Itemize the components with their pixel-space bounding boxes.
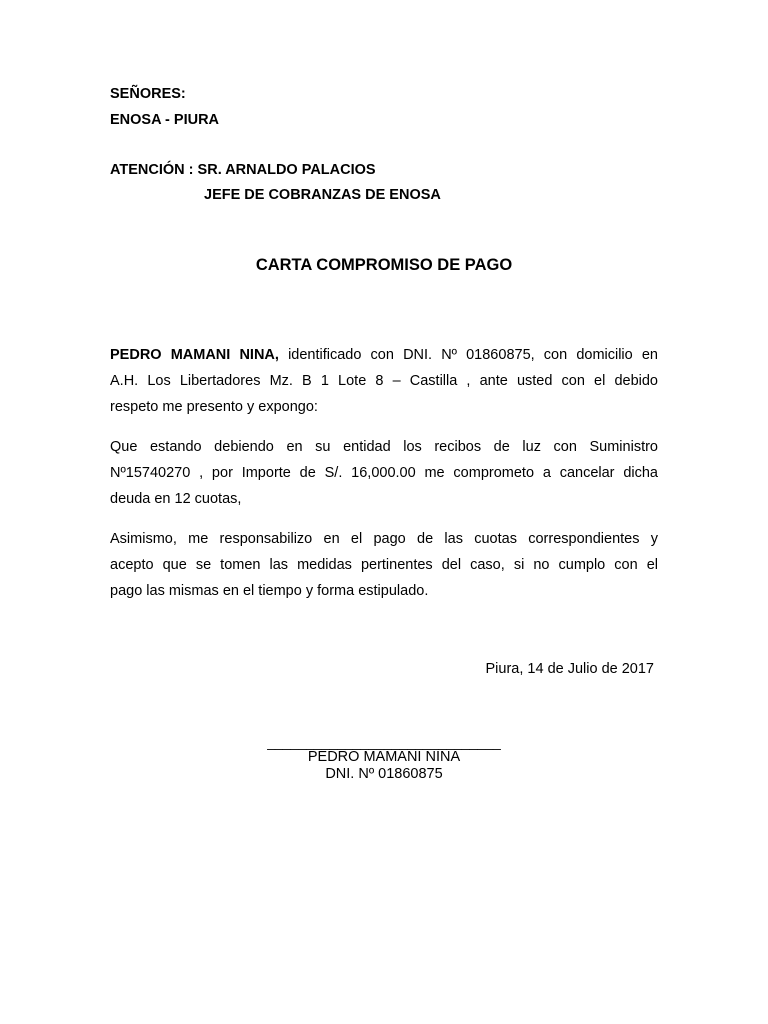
attention-role: JEFE DE COBRANZAS DE ENOSA: [204, 187, 441, 203]
signer-dni: DNI. Nº 01860875: [325, 766, 443, 782]
letter-title: CARTA COMPROMISO DE PAGO: [255, 256, 513, 274]
paragraph-1-line-1: PEDRO MAMANI NINA, identificado con DNI. Nº 01860875, con domicilio en: [110, 347, 658, 363]
paragraph-2: [110, 434, 658, 512]
attention-name: SR. ARNALDO PALACIOS: [197, 162, 376, 178]
paragraph-2-line-3: deuda en 12 cuotas,: [110, 491, 242, 507]
attention-label: ATENCIÓN :: [110, 162, 194, 178]
signature-line: ______________________________: [267, 734, 501, 750]
paragraph-3: [110, 526, 658, 604]
recipient-line-2: ENOSA - PIURA: [110, 112, 220, 128]
signer-name: PEDRO MAMANI NINA: [307, 749, 461, 765]
paragraph-2-line-2: Nº15740270 , por Importe de S/. 16,000.00 me comprometo a cancelar dicha: [110, 465, 658, 481]
attention-line: [110, 162, 376, 178]
paragraph-1-line-2: A.H. Los Libertadores Mz. B 1 Lote 8 – Castilla , ante usted con el debido: [110, 373, 658, 389]
place-date: Piura, 14 de Julio de 2017: [485, 661, 654, 677]
paragraph-3-line-1: Asimismo, me responsabilizo en el pago de las cuotas correspondientes y: [110, 531, 658, 547]
debtor-name: PEDRO MAMANI NINA,: [110, 347, 279, 363]
paragraph-1: [110, 342, 658, 420]
paragraph-2-line-1: Que estando debiendo en su entidad los recibos de luz con Suministro: [110, 439, 658, 455]
recipient-line-1: SEÑORES:: [110, 86, 186, 102]
paragraph-3-line-2: acepto que se tomen las medidas pertinentes del caso, si no cumplo con el: [110, 557, 658, 573]
paragraph-1-line-3: respeto me presento y expongo:: [110, 399, 318, 415]
paragraph-3-line-3: pago las mismas en el tiempo y forma estipulado.: [110, 583, 429, 599]
